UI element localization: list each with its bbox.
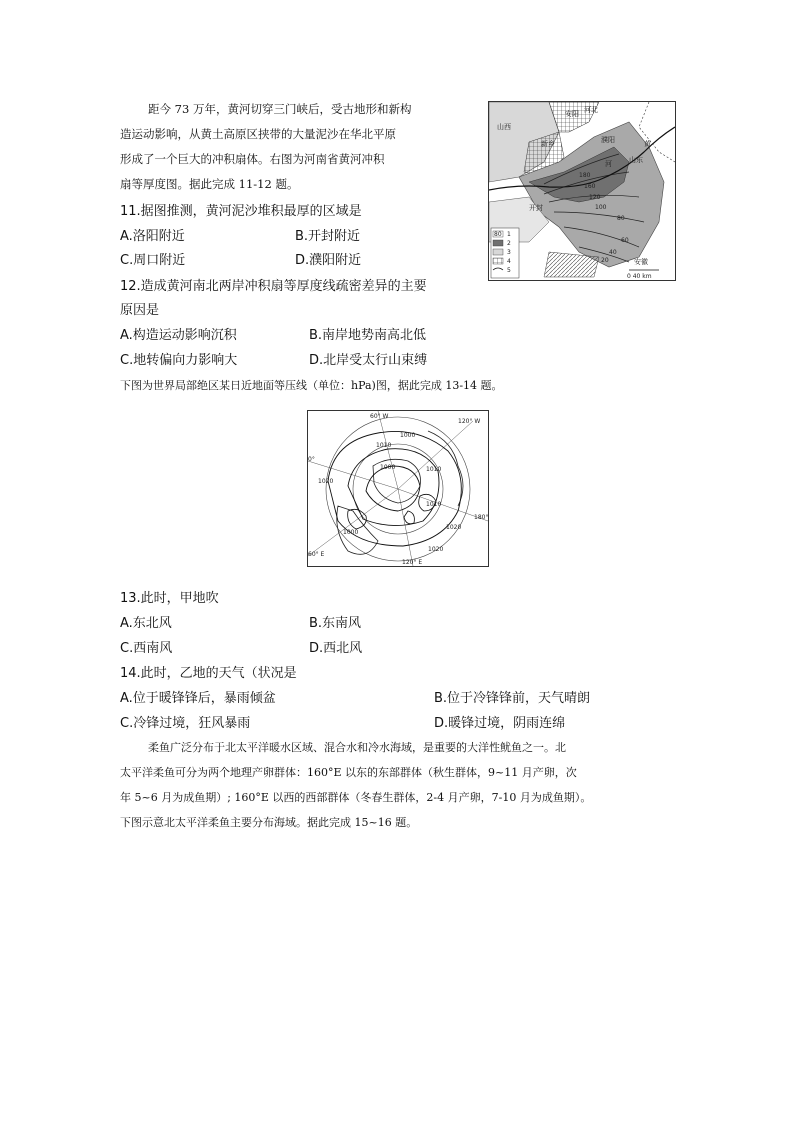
label-shandong: 山东 bbox=[629, 156, 643, 164]
isobar bbox=[348, 449, 442, 526]
label-anyang: 安阳 bbox=[565, 110, 579, 118]
q12-option-b[interactable]: B.南岸地势南高北低 bbox=[309, 328, 427, 343]
isobar-map-svg bbox=[308, 411, 488, 566]
alluvial-fan-map bbox=[488, 101, 676, 281]
q13-stem: 13.此时，甲地吹 bbox=[120, 591, 219, 606]
isobar-map bbox=[307, 410, 489, 567]
legend-swatch-4 bbox=[493, 258, 503, 264]
isobar bbox=[404, 511, 414, 524]
isobar bbox=[366, 466, 420, 511]
q13-option-c[interactable]: C.西南风 bbox=[120, 641, 173, 656]
intro-13-14: 下图为世界局部绝区某日近地面等压线（单位：hPa)图，据此完成 13-14 题。 bbox=[120, 379, 503, 392]
passage1-line2: 造运动影响，从黄土高原区挟带的大量泥沙在华北平原 bbox=[120, 127, 396, 141]
q11-stem: 11.据图推测，黄河泥沙堆积最厚的区域是 bbox=[120, 204, 362, 219]
q13-option-b[interactable]: B.东南风 bbox=[309, 616, 362, 631]
label-huang: 黄 bbox=[644, 140, 651, 148]
pressure-label: 1020 bbox=[446, 524, 462, 531]
passage1-line1: 距今 73 万年，黄河切穿三门峡后，受古地形和新构 bbox=[148, 102, 412, 116]
pressure-label: 1000 bbox=[400, 432, 416, 439]
legend-1-label: 1 bbox=[507, 231, 511, 238]
q11-option-b[interactable]: B.开封附近 bbox=[295, 229, 361, 244]
q14-option-b[interactable]: B.位于冷锋锋前，天气晴朗 bbox=[434, 691, 591, 706]
legend-swatch-2 bbox=[493, 240, 503, 246]
pressure-label: 1010 bbox=[426, 501, 442, 508]
q11-option-d[interactable]: D.濮阳附近 bbox=[295, 253, 362, 268]
passage1-line3: 形成了一个巨大的冲积扇体。右图为河南省黄河冲积 bbox=[120, 152, 385, 166]
q11-option-a[interactable]: A.洛阳附近 bbox=[120, 229, 185, 244]
q12-option-c[interactable]: C.地转偏向力影响大 bbox=[120, 353, 238, 368]
label-xinxiang: 新乡 bbox=[541, 140, 555, 148]
legend-swatch-3 bbox=[493, 249, 503, 255]
legend-4-label: 4 bbox=[507, 258, 511, 265]
passage3-line3: 年 5~6 月为成鱼期）; 160°E 以西的西部群体（冬春生群体，2-4 月产卵，7-10 月为成鱼期）。 bbox=[120, 791, 592, 804]
iso-label-40: 40 bbox=[609, 249, 617, 256]
iso-label-120: 120 bbox=[589, 194, 601, 201]
label-shanxi: 山西 bbox=[497, 123, 511, 131]
iso-label-180: 180 bbox=[579, 172, 591, 179]
scale-label: 0 40 km bbox=[627, 273, 652, 280]
lon-120e: 120° E bbox=[402, 559, 423, 566]
label-hebei: 河北 bbox=[584, 106, 598, 114]
legend-3-label: 3 bbox=[507, 249, 511, 256]
q12-stem-line1: 12.造成黄河南北两岸冲积扇等厚度线疏密差异的主要 bbox=[120, 279, 427, 294]
passage3-line4: 下图示意北太平洋柔鱼主要分布海域。据此完成 15~16 题。 bbox=[120, 816, 418, 829]
pressure-label: 1000 bbox=[343, 529, 359, 536]
legend-iso-label: 80 bbox=[494, 231, 502, 238]
q12-option-a[interactable]: A.构造运动影响沉积 bbox=[120, 328, 237, 343]
pressure-label: 1000 bbox=[380, 464, 396, 471]
q14-option-c[interactable]: C.冷锋过境，狂风暴雨 bbox=[120, 716, 251, 731]
pressure-label: 1020 bbox=[318, 478, 334, 485]
lon-120w: 120° W bbox=[458, 418, 481, 425]
meridian-line bbox=[378, 411, 398, 489]
label-puyang: 濮阳 bbox=[601, 136, 615, 144]
alluvial-fan-map-svg bbox=[489, 102, 675, 280]
lon-180: 180° bbox=[474, 514, 488, 521]
pressure-label: 1020 bbox=[428, 546, 444, 553]
lon-60w: 60° W bbox=[370, 413, 389, 420]
label-anhui: 安徽 bbox=[634, 258, 648, 266]
q14-stem: 14.此时，乙地的天气（状况是 bbox=[120, 666, 297, 681]
iso-label-20: 20 bbox=[601, 257, 609, 264]
iso-label-60: 60 bbox=[621, 237, 629, 244]
q13-option-a[interactable]: A.东北风 bbox=[120, 616, 172, 631]
q12-stem-line2: 原因是 bbox=[120, 303, 160, 318]
iso-label-160: 160 bbox=[584, 183, 596, 190]
pressure-label: 1010 bbox=[376, 442, 392, 449]
q12-option-d[interactable]: D.北岸受太行山束缚 bbox=[309, 353, 428, 368]
legend-5-label: 5 bbox=[507, 267, 511, 274]
q13-option-d[interactable]: D.西北风 bbox=[309, 641, 363, 656]
label-he: 河 bbox=[605, 160, 612, 168]
iso-label-80: 80 bbox=[617, 215, 625, 222]
label-kaifeng: 开封 bbox=[529, 204, 543, 212]
legend-2-label: 2 bbox=[507, 240, 511, 247]
q14-option-d[interactable]: D.暖锋过境，阴雨连绵 bbox=[434, 716, 566, 731]
passage3-line2: 太平洋柔鱼可分为两个地理产卵群体：160°E 以东的东部群体（秋生群体，9~11 月产卵，次 bbox=[120, 766, 577, 779]
meridian-line bbox=[308, 489, 398, 556]
pressure-label: 1010 bbox=[426, 466, 442, 473]
q11-option-c[interactable]: C.周口附近 bbox=[120, 253, 186, 268]
passage1-line4: 扇等厚度图。据此完成 11-12 题。 bbox=[120, 177, 299, 191]
lon-0: 0° bbox=[308, 456, 315, 463]
passage3-line1: 柔鱼广泛分布于北太平洋暖水区域、混合水和冷水海域，是重要的大洋性鱿鱼之一。北 bbox=[148, 741, 566, 754]
iso-label-100: 100 bbox=[595, 204, 607, 211]
lon-60e: 60° E bbox=[308, 551, 325, 558]
q14-option-a[interactable]: A.位于暖锋锋后，暴雨倾盆 bbox=[120, 691, 276, 706]
